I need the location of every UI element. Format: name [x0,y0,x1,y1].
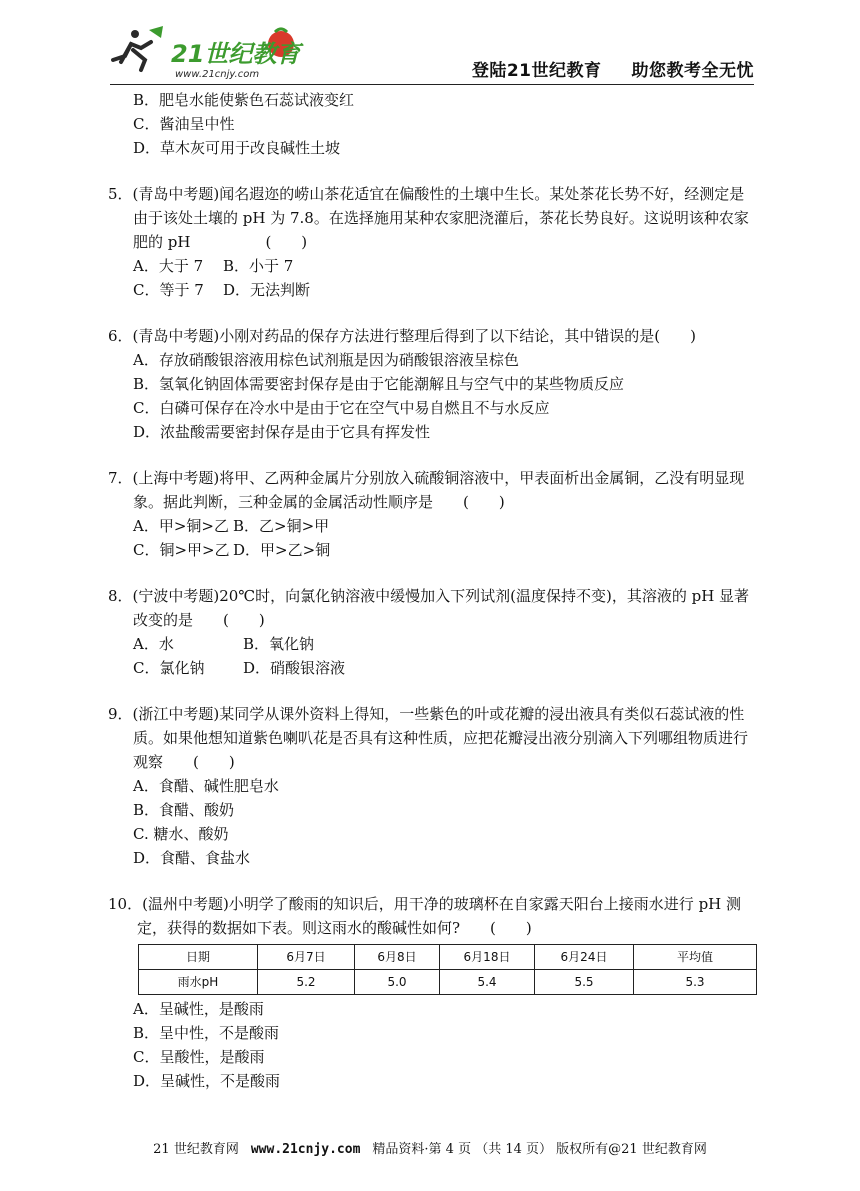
option: D．甲>乙>铜 [233,541,331,559]
table-cell: 6月18日 [440,945,535,970]
table-cell: 5.0 [355,970,440,995]
option: A．甲>铜>乙 [133,517,229,535]
option-row [108,538,758,562]
option-row [108,254,758,278]
table-cell: 6月24日 [535,945,634,970]
table-cell: 雨水pH [139,970,258,995]
table-cell: 日期 [139,945,258,970]
table-cell: 5.3 [634,970,757,995]
page-header [0,0,860,90]
option: C．铜>甲>乙 [133,541,230,559]
question-stem: 10．(温州中考题)小明学了酸雨的知识后，用干净的玻璃杯在自家露天阳台上接雨水进行 pH 测定，获得的数据如下表。则这雨水的酸碱性如何? ( ) [108,895,742,937]
table-header-row [139,945,757,970]
option: D．硝酸银溶液 [243,659,346,677]
slogan-right: 助您教考全无忧 [631,61,754,81]
table-cell: 5.4 [440,970,535,995]
logo-text: 21世纪教育 [171,40,301,68]
question-5 [108,182,758,302]
option: C．等于 7 [133,281,204,299]
page-footer [0,1138,860,1157]
question-stem: 9．(浙江中考题)某同学从课外资料上得知，一些紫色的叶或花瓣的浸出液具有类似石蕊试液的性质。如果他想知道紫色喇叭花是否具有这种性质，应把花瓣浸出液分别滴入下列哪组物质进行观察 ( ) [108,705,749,771]
table-cell: 6月8日 [355,945,440,970]
option: D．食醋、食盐水 [133,849,251,867]
option-row [108,278,758,302]
footer-url-link[interactable]: www.21cnjy.com [250,1142,361,1157]
option: A．呈碱性，是酸雨 [133,1000,264,1018]
question-7 [108,466,758,562]
question-stem: 6．(青岛中考题)小刚对药品的保存方法进行整理后得到了以下结论，其中错误的是( ) [108,327,696,345]
option: D．呈碱性，不是酸雨 [133,1072,281,1090]
header-rule [110,84,754,85]
logo-url: www.21cnjy.com [175,69,260,80]
table-cell: 5.2 [258,970,355,995]
question-4-tail [108,88,758,160]
option: B．肥皂水能使紫色石蕊试液变红 [133,91,355,109]
option: C．酱油呈中性 [133,115,235,133]
question-stem: 7．(上海中考题)将甲、乙两种金属片分别放入硫酸铜溶液中，甲表面析出金属铜，乙没有明显现象。据此判断，三种金属的金属活动性顺序是 ( ) [108,469,745,511]
footer-page-info: 精品资料·第 4 页 （共 14 页） 版权所有@21 世纪教育网 [372,1142,707,1157]
option: A．存放硝酸银溶液用棕色试剂瓶是因为硝酸银溶液呈棕色 [133,351,519,369]
option: A．食醋、碱性肥皂水 [133,777,279,795]
option: A．大于 7 [133,257,204,275]
option-row [108,514,758,538]
option: C．呈酸性，是酸雨 [133,1048,265,1066]
option: B．氢氧化钠固体需要密封保存是由于它能潮解且与空气中的某些物质反应 [133,375,625,393]
table-cell: 平均值 [634,945,757,970]
site-logo [105,20,305,84]
table-cell: 5.5 [535,970,634,995]
rain-ph-table [138,944,757,995]
question-10 [108,892,758,1093]
option: D．浓盐酸需要密封保存是由于它具有挥发性 [133,423,431,441]
table-cell: 6月7日 [258,945,355,970]
option: D．无法判断 [223,281,311,299]
option: B．乙>铜>甲 [233,517,330,535]
runner-icon [113,26,163,70]
table-row [139,970,757,995]
option: A．水 [133,635,174,653]
question-6 [108,324,758,444]
option: B．食醋、酸奶 [133,801,235,819]
option: C. 糖水、酸奶 [133,825,229,843]
option: D．草木灰可用于改良碱性土坡 [133,139,341,157]
question-stem: 5．(青岛中考题)闻名遐迩的崂山茶花适宜在偏酸性的土壤中生长。某处茶花长势不好，经测定是由于该处土壤的 pH 为 7.8。在选择施用某种农家肥浇灌后，茶花长势良好。这说明该种农家肥的 pH ( ) [108,185,749,251]
option: C．氯化钠 [133,659,205,677]
option: C．白磷可保存在冷水中是由于它在空气中易自燃且不与水反应 [133,399,550,417]
option: B．呈中性，不是酸雨 [133,1024,280,1042]
question-stem: 8．(宁波中考题)20℃时，向氯化钠溶液中缓慢加入下列试剂(温度保持不变)，其溶液的 pH 显著改变的是 ( ) [108,587,750,629]
header-slogan [472,56,754,81]
option: B．氧化钠 [243,635,315,653]
option: B．小于 7 [223,257,294,275]
question-content [108,88,758,1093]
question-9 [108,702,758,870]
option-row [108,632,758,656]
slogan-left: 登陆21世纪教育 [471,61,602,81]
footer-site: 21 世纪教育网 [153,1142,239,1157]
option-row [108,656,758,680]
question-8 [108,584,758,680]
